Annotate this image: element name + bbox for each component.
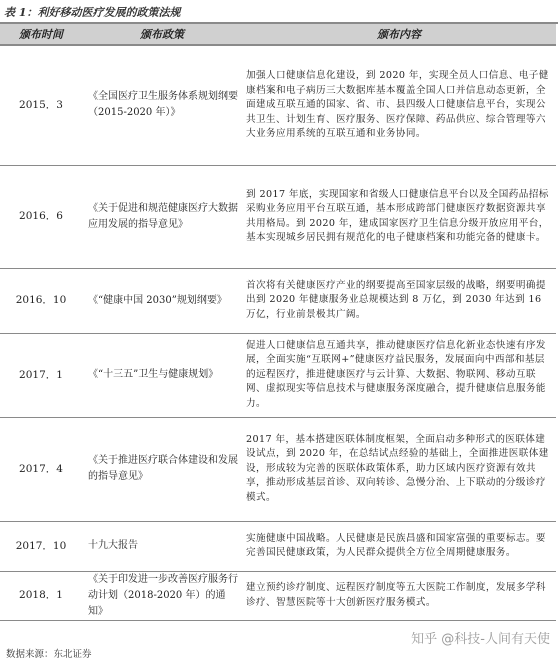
row-time: 2017．10 bbox=[0, 521, 82, 571]
row-policy: 《关于推进医疗联合体建设和发展的指导意见》 bbox=[82, 417, 242, 521]
row-time: 2017．4 bbox=[0, 417, 82, 521]
row-policy: 《关于印发进一步改善医疗服务行动计划（2018-2020 年）的通知》 bbox=[82, 571, 242, 620]
table-row bbox=[0, 165, 556, 268]
row-content: 2017 年，基本搭建医联体制度框架，全面启动多种形式的医联体建设试点，到 2020 年，在总结试点经验的基础上，全面推进医联体建设，形成较为完善的医联体政策体系，助力区域内医疗资源有效共享，推动形成基层首诊、双向转诊、急慢分治、上下联动的分级诊疗模式。 bbox=[242, 417, 556, 521]
header-content: 颁布内容 bbox=[242, 24, 556, 45]
row-policy: 《“健康中国 2030”规划纲要》 bbox=[82, 268, 242, 333]
header-policy: 颁布政策 bbox=[82, 24, 242, 45]
table-row bbox=[0, 417, 556, 521]
policy-table bbox=[0, 24, 556, 621]
table-row bbox=[0, 333, 556, 417]
table-row bbox=[0, 521, 556, 571]
watermark: 知乎 @科技-人间有天使 bbox=[411, 628, 550, 647]
row-time: 2018．1 bbox=[0, 571, 82, 620]
table-row bbox=[0, 571, 556, 620]
row-content: 实施健康中国战略。人民健康是民族昌盛和国家富强的重要标志。要完善国民健康政策，为人民群众提供全方位全周期健康服务。 bbox=[242, 521, 556, 571]
table-row bbox=[0, 45, 556, 165]
table-title: 表 1：利好移动医疗发展的政策法规 bbox=[4, 6, 181, 19]
row-content: 首次将有关健康医疗产业的纲要提高至国家层级的战略，纲要明确提出到 2020 年健康服务业总规模达到 8 万亿，到 2030 年达到 16 万亿，行业前景极其广阔。 bbox=[242, 268, 556, 333]
row-content: 促进人口健康信息互通共享，推动健康医疗信息化新业态快速有序发展，全面实施“互联网+”健康医疗益民服务，发展面向中西部和基层的远程医疗，推进健康医疗与云计算、大数据、物联网、移动互联网、虚拟现实等信息技术与健康服务深度融合，提升健康信息服务能力。 bbox=[242, 333, 556, 417]
header-time: 颁布时间 bbox=[0, 24, 82, 45]
row-policy: 《关于促进和规范健康医疗大数据应用发展的指导意见》 bbox=[82, 165, 242, 268]
row-policy: 《“十三五”卫生与健康规划》 bbox=[82, 333, 242, 417]
row-policy: 《全国医疗卫生服务体系规划纲要（2015-2020 年）》 bbox=[82, 45, 242, 165]
row-content: 加强人口健康信息化建设，到 2020 年，实现全员人口信息、电子健康档案和电子病历三大数据库基本覆盖全国人口并信息动态更新，全面建成互联互通的国家、省、市、县四级人口健康信息平台，实现公共卫生、计划生育、医疗服务、医疗保障、药品供应、综合管理等六大业务应用系统的互联互通和业务协同。 bbox=[242, 45, 556, 165]
row-time: 2015．3 bbox=[0, 45, 82, 165]
row-content: 建立预约诊疗制度、远程医疗制度等五大医院工作制度，发展多学科诊疗、智慧医院等十大创新医疗服务模式。 bbox=[242, 571, 556, 620]
table-header-row bbox=[0, 24, 556, 45]
data-source-note: 数据来源：东北证券 bbox=[6, 649, 92, 660]
row-time: 2017．1 bbox=[0, 333, 82, 417]
row-content: 到 2017 年底，实现国家和省级人口健康信息平台以及全国药品招标采购业务应用平台互联互通，基本形成跨部门健康医疗数据资源共享共用格局。到 2020 年，建成国家医疗卫生信息分级开放应用平台，基本实现城乡居民拥有规范化的电子健康档案和功能完备的健康卡。 bbox=[242, 165, 556, 268]
row-time: 2016．10 bbox=[0, 268, 82, 333]
row-time: 2016．6 bbox=[0, 165, 82, 268]
row-policy: 十九大报告 bbox=[82, 521, 242, 571]
table-row bbox=[0, 268, 556, 333]
